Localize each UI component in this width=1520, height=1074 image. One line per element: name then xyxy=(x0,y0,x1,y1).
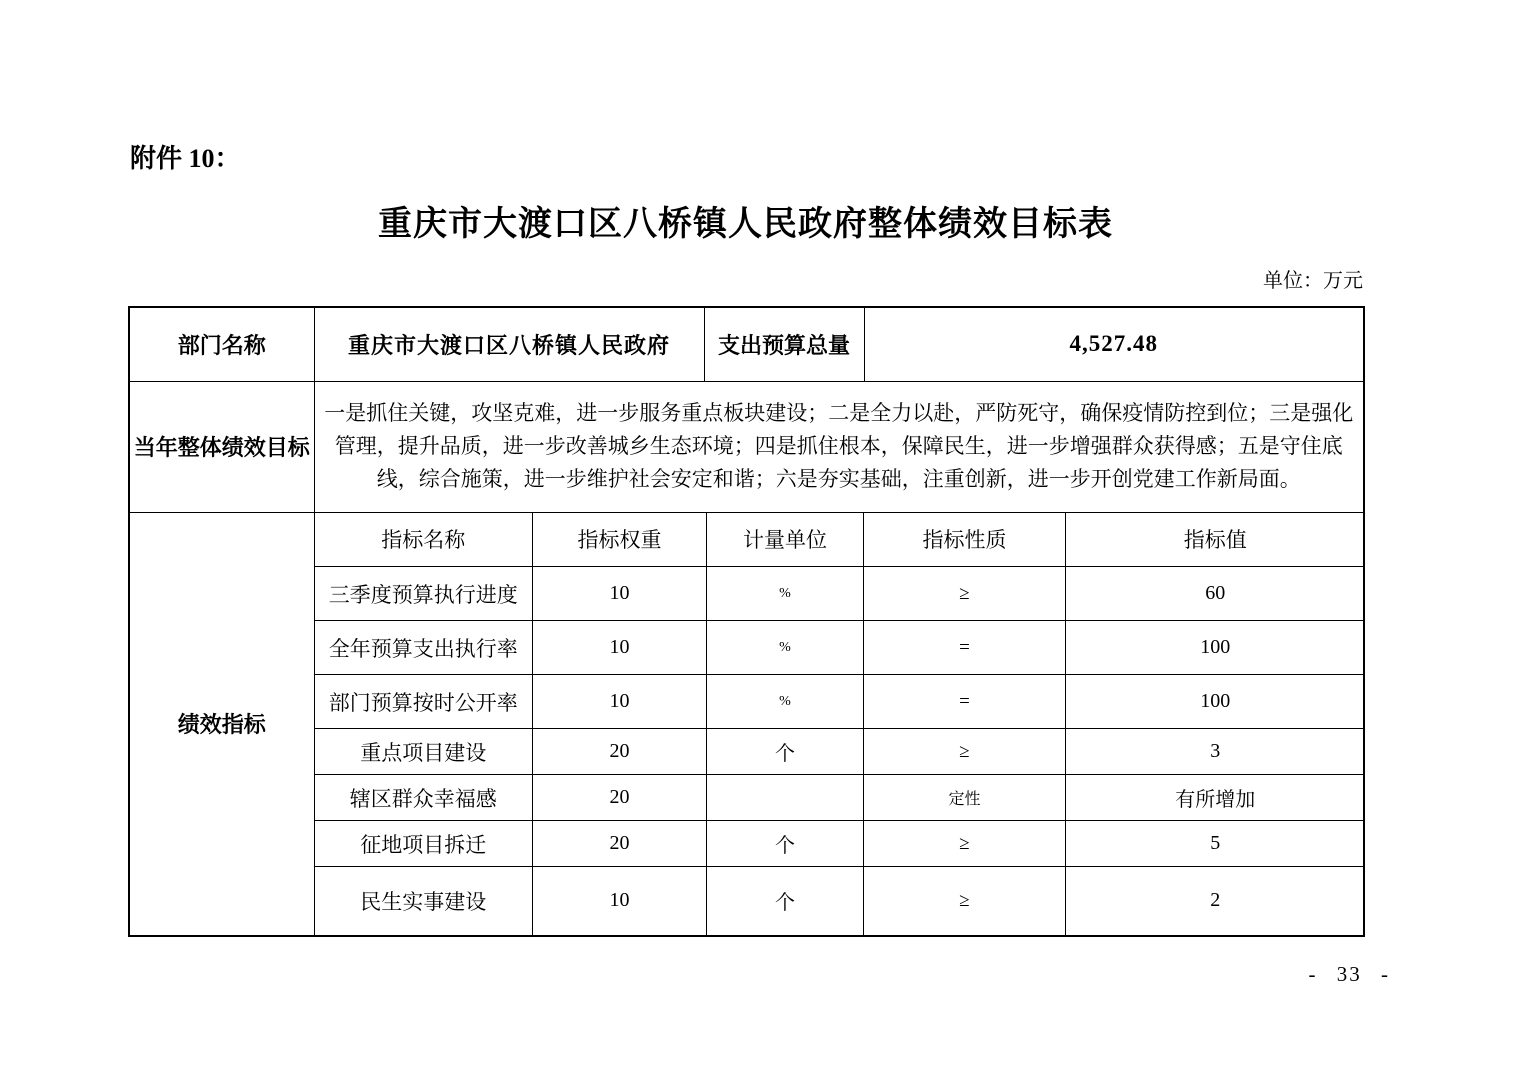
indicators-subtable-cell xyxy=(314,512,1364,936)
col-header-weight: 指标权重 xyxy=(533,513,707,567)
indicator-unit-cell: % xyxy=(707,675,864,729)
indicator-nature-cell: ≥ xyxy=(864,729,1066,775)
indicator-nature-cell: ≥ xyxy=(864,567,1066,621)
indicator-name-cell: 民生实事建设 xyxy=(315,867,533,935)
page-number: - 33 - xyxy=(1308,962,1390,986)
unit-note: 单位：万元 xyxy=(1263,270,1363,292)
indicator-value-cell: 5 xyxy=(1066,821,1365,867)
indicator-weight-cell: 10 xyxy=(533,567,707,621)
indicator-weight-cell: 20 xyxy=(533,729,707,775)
indicator-unit-cell: 个 xyxy=(707,867,864,935)
department-value: 重庆市大渡口区八桥镇人民政府 xyxy=(314,307,704,381)
indicator-name-cell: 全年预算支出执行率 xyxy=(315,621,533,675)
indicator-weight-cell: 10 xyxy=(533,867,707,935)
indicator-unit-cell: % xyxy=(707,567,864,621)
col-header-value: 指标值 xyxy=(1066,513,1365,567)
annual-goal-text: 一是抓住关键，攻坚克难，进一步服务重点板块建设；二是全力以赴，严防死守，确保疫情防控到位；三是强化管理，提升品质，进一步改善城乡生态环境；四是抓住根本，保障民生，进一步增强群众获得感；五是守住底线，综合施策，进一步维护社会安定和谐；六是夯实基础，注重创新，进一步开创党建工作新局面。 xyxy=(314,381,1364,512)
indicators-label: 绩效指标 xyxy=(129,512,314,936)
indicator-value-cell: 100 xyxy=(1066,675,1365,729)
indicators-row xyxy=(129,512,1364,936)
indicator-weight-cell: 10 xyxy=(533,621,707,675)
indicator-name-cell: 重点项目建设 xyxy=(315,729,533,775)
indicators-table xyxy=(315,513,1365,935)
indicator-row xyxy=(315,621,1365,675)
indicator-name-cell: 辖区群众幸福感 xyxy=(315,775,533,821)
indicator-value-cell: 2 xyxy=(1066,867,1365,935)
indicator-nature-cell: = xyxy=(864,621,1066,675)
budget-total-label: 支出预算总量 xyxy=(704,307,864,381)
col-header-name: 指标名称 xyxy=(315,513,533,567)
indicator-weight-cell: 20 xyxy=(533,821,707,867)
col-header-unit: 计量单位 xyxy=(707,513,864,567)
indicator-unit-cell: % xyxy=(707,621,864,675)
indicator-row xyxy=(315,775,1365,821)
performance-target-table xyxy=(128,306,1365,937)
indicator-nature-cell: 定性 xyxy=(864,775,1066,821)
budget-total-value: 4,527.48 xyxy=(864,307,1364,381)
indicator-value-cell: 有所增加 xyxy=(1066,775,1365,821)
indicator-nature-cell: ≥ xyxy=(864,821,1066,867)
page-title: 重庆市大渡口区八桥镇人民政府整体绩效目标表 xyxy=(378,206,1113,243)
annual-goal-row xyxy=(129,381,1364,512)
indicator-unit-cell: 个 xyxy=(707,729,864,775)
indicator-row xyxy=(315,675,1365,729)
indicator-value-cell: 60 xyxy=(1066,567,1365,621)
indicator-row xyxy=(315,567,1365,621)
indicator-name-cell: 三季度预算执行进度 xyxy=(315,567,533,621)
indicator-nature-cell: = xyxy=(864,675,1066,729)
indicator-name-cell: 征地项目拆迁 xyxy=(315,821,533,867)
indicator-unit-cell xyxy=(707,775,864,821)
indicator-value-cell: 100 xyxy=(1066,621,1365,675)
indicator-header-row xyxy=(315,513,1365,567)
indicator-value-cell: 3 xyxy=(1066,729,1365,775)
indicator-row xyxy=(315,729,1365,775)
indicator-name-cell: 部门预算按时公开率 xyxy=(315,675,533,729)
indicator-row xyxy=(315,821,1365,867)
indicator-unit-cell: 个 xyxy=(707,821,864,867)
indicator-row xyxy=(315,867,1365,935)
annual-goal-label: 当年整体绩效目标 xyxy=(129,381,314,512)
department-label: 部门名称 xyxy=(129,307,314,381)
col-header-nature: 指标性质 xyxy=(864,513,1066,567)
indicator-weight-cell: 10 xyxy=(533,675,707,729)
indicators-tbody xyxy=(315,513,1365,935)
indicator-weight-cell: 20 xyxy=(533,775,707,821)
department-row xyxy=(129,307,1364,381)
attachment-label: 附件 10： xyxy=(130,144,241,173)
indicator-nature-cell: ≥ xyxy=(864,867,1066,935)
